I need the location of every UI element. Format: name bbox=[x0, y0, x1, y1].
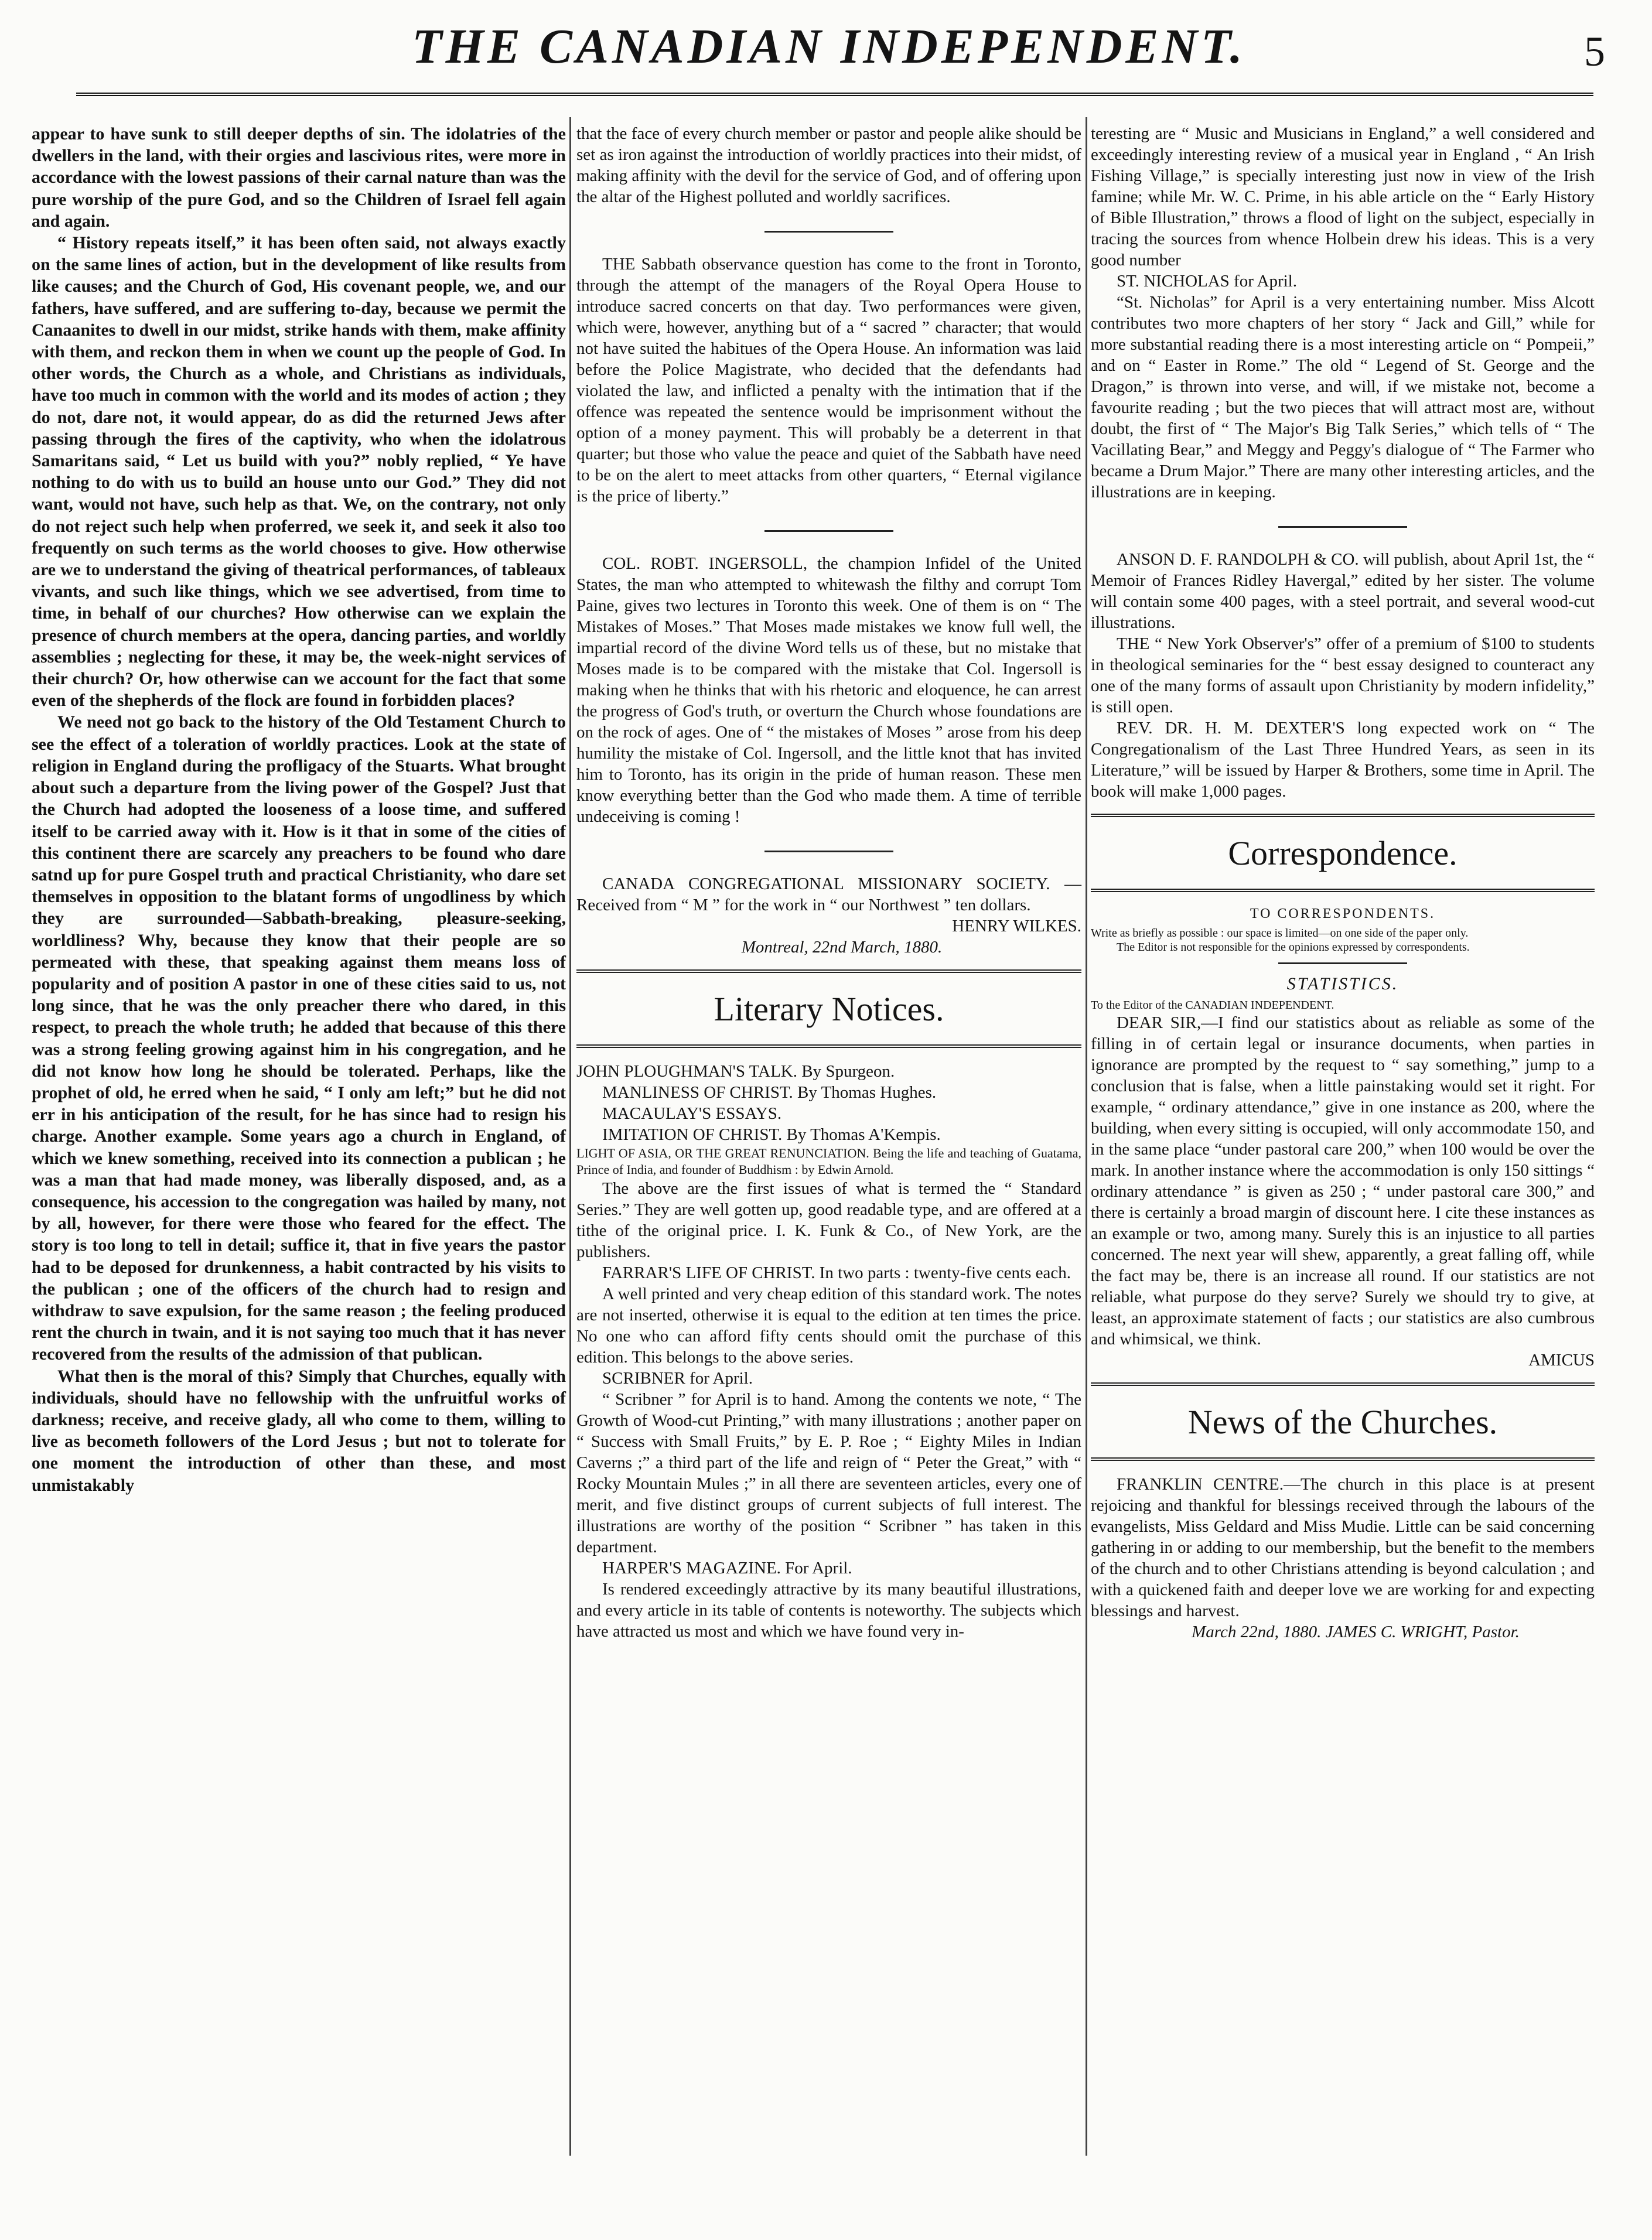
divider bbox=[764, 851, 893, 852]
column-rule bbox=[1086, 117, 1087, 2156]
book-entry: MANLINESS OF CHRIST. By Thomas Hughes. bbox=[602, 1083, 937, 1102]
book-entry: FARRAR'S LIFE OF CHRIST. In two parts : twenty-five cents each. bbox=[602, 1264, 1071, 1282]
section-heading-literary: Literary Notices. bbox=[714, 990, 944, 1028]
column-1 bbox=[32, 123, 566, 1496]
divider bbox=[764, 231, 893, 233]
divider bbox=[1278, 526, 1407, 528]
editorial-sabbath: THE Sabbath observance question has come to the front in Toronto, through the attempt of the managers of the Royal Opera House to introduce sacred concerts on that day. Two performances were given, which were, however, anything but of a “ sacred ” character; that would not have suited the habitues of the Opera House. An information was laid before the Police Magistrate, who decided that the defendants had violated the law, and inflicted a penalty with the intimation that if the offence was repeated the sentence would be imprisonment without the option of a money payment. This will probably be a deterrent in that quarter; but those who value the peace and quiet of the Sabbath have need to be on the alert to meet attacks from other quarters, “ Eternal vigilance is the price of liberty.” bbox=[576, 255, 1081, 506]
review-text: “ Scribner ” for April is to hand. Among the contents we note, “ The Growth of Wood-cut Printing,” with many illustrations ; another paper on “ Success with Small Fruits,” by E. P. Roe ; “ Eighty Miles in Indian Caverns ;” a third part of the life and reign of “ Peter the Great,” with “ Rocky Mountain Mules ;” in all there are seventeen articles, every one of merit, and five distinct groups of current subjects of full interest. The illustrations are worthy of the position “ Scribner ” has taken in this department. bbox=[576, 1390, 1081, 1556]
masthead bbox=[41, 16, 1617, 81]
divider bbox=[576, 969, 1081, 973]
divider bbox=[576, 1044, 1081, 1048]
signature: AMICUS bbox=[1528, 1351, 1595, 1370]
divider bbox=[1278, 962, 1407, 964]
editorial-note: The Editor is not responsible for the opinions expressed by correspondents. bbox=[1117, 941, 1470, 954]
notice-observer: THE “ New York Observer's” offer of a premium of $100 to students in theological seminaries for the “ best essay designed to counteract any one of the many forms of assault upon Christianity by modern infidelity,” is still open. bbox=[1091, 634, 1595, 716]
to-correspondents-heading: TO CORRESPONDENTS. bbox=[1250, 906, 1436, 921]
church-news: FRANKLIN CENTRE.—The church in this place is at present rejoicing and thankful for blessings received through the labours of the evangelists, Miss Geldard and Miss Mudie. Little can be said concerning gathering in or adding to our membership, but the benefit to the members of the church and to other Christians attending is beyond calculation ; and with a quickened faith and deeper love we are working for and expecting blessings and harvest. bbox=[1091, 1475, 1595, 1620]
letter-addressee: To the Editor of the CANADIAN INDEPENDENT. bbox=[1091, 999, 1334, 1012]
section-heading-correspondence: Correspondence. bbox=[1228, 834, 1458, 872]
letter-heading: STATISTICS. bbox=[1286, 974, 1399, 993]
article-paragraph: “ History repeats itself,” it has been often said, not always exactly on the same lines of action, but in the development of like results from like causes; and the Church of God, His covenant people, we, and our fathers, have suffered, and are suffering to-day, because we permit the Canaanites to dwell in our midst, strike hands with them, make affinity with them, and reckon them in when we count up the people of God. In other words, the Church as a whole, and Christians as individuals, have too much in common with the world and its modes of action ; they do not, dare not, it would appear, do as did the returned Jews after passing through the fires of the captivity, who when the idolatrous Samaritans said, “ Let us build with you?” nobly replied, “ Ye have nothing to do with us to build an house unto our God.” They did not want, would not have, such help as that. We, on the contrary, not only do not reject such help when proferred, we seek it, and seek it also too frequently on such terms as the world chooses to give. How otherwise are we to understand the giving of theatrical performances, of tableaux vivants, and such like things, which we see advertised, from time to time, in behalf of our churches? How otherwise can we explain the presence of church members at the opera, dancing parties, and worldly assemblies ; neglecting for these, it may be, the week-night services of their church? Or, how otherwise can we account for the fact that some even of the shepherds of the flock are found in forbidden places? bbox=[32, 233, 566, 711]
editorial-ingersoll: COL. ROBT. INGERSOLL, the champion Infidel of the United States, the man who attempted to whitewash the filthy and corrupt Tom Paine, gives two lectures in Toronto this week. One of them is on “ The Mistakes of Moses.” That Moses made mistakes we know full well, the impartial record of the divine Word tells us of these, but no mistake that Moses made is to be compared with the mistake that Col. Ingersoll is making when he thinks that with his rhetoric and eloquence, he can arrest the progress of God's truth, or overturn the Church whose foundations are on the rock of ages. One of “ the mistakes of Moses ” arose from his deep humility the mistake of Col. Ingersoll, and the little knot that has invited him to Toronto, has its origin in the pride of human reason. These men know everything better than the God who made them. A time of terrible undeceiving is coming ! bbox=[576, 554, 1081, 826]
article-paragraph: appear to have sunk to still deeper depths of sin. The idolatries of the dwellers in the land, with their orgies and lascivious rites, were more in accordance with the lowest passions of their carnal nature than was the pure worship of the pure God, and so the Children of Israel fell again and again. bbox=[32, 124, 566, 231]
letter-body: DEAR SIR,—I find our statistics about as reliable as some of the filling in of certain legal or insurance documents, when parties in ignorance are prompted by the request to “ say something,” jump to a conclusion that is false, when a little painstaking would set it right. For example, “ ordinary attendance,” give in one instance as 200, where the building, when every sitting is occupied, will only accommodate 150, and in the same place “under pastoral care 200,” when 100 would be over the mark. In another instance where the accommodation is only 150 sittings “ ordinary attendance ” is given as 250 ; “ under pastoral care 300,” and there is certainly a broad margin of discount here. I cite these instances as an example or two, among many. Surely this is an injustice to all parties concerned. The next year will shew, apparently, a great falling off, while the fact may be, there is an increase all round. If our statistics are not reliable, what purpose do they serve? Surely we should try to give, at least, an approximate statement of facts ; our statistics are also cumbrous and whimsical, we think. bbox=[1091, 1013, 1595, 1348]
column-3 bbox=[1091, 123, 1595, 1643]
column-rule bbox=[569, 117, 571, 2156]
review-text: “St. Nicholas” for April is a very entertaining number. Miss Alcott contributes two more chapters of her story “ Jack and Gill,” while for more substantial reading there is a most interesting article on “ Pompeii,” and on “ Easter in Rome.” The old “ Legend of St. George and the Dragon,” is thrown into verse, and will, if we mistake not, become a favourite reading ; but the two pieces that will attract most are, without doubt, the first of “ The Major's Big Talk Series,” which tells of “ The Vacillating Bear,” and Meggy and Peggy's dialogue of “ The Farmer who became a Drum Major.” There are many other interesting articles, and the illustrations are in keeping. bbox=[1091, 293, 1595, 501]
book-entry: SCRIBNER for April. bbox=[602, 1369, 753, 1388]
book-entry: LIGHT OF ASIA, OR THE GREAT RENUNCIATION. Being the life and teaching of Guatama, Prince of India, and founder of Buddhism : by Edwin Arnold. bbox=[576, 1146, 1081, 1177]
article-paragraph: We need not go back to the history of the Old Testament Church to see the effect of a toleration of worldly practices. Look at the state of religion in England during the profligacy of the Stuarts. What brought about such a departure from the living power of the Gospel? Just that the Church had adopted the looseness of a loose time, and suffered itself to be carried away with it. How is it that in some of the cities of this continent there are scarcely any preachers to be found who dare satnd up for pure Gospel truth and practical Christianity, who dare set themselves in opposition to the blatant forms of ungodliness by which they are surrounded—Sabbath-breaking, pleasure-seeking, worldliness? Why, because they know that their people are so permeated with these, that speaking against them means loss of popularity and of position A pastor in one of these cities said to us, not long since, that he was the only preacher there who dared, in this respect, to preach the whole truth; he added that because of this there was a strong feeling growing against him in his congregation, and he did not know how long he should be tolerated. Perhaps, like the prophet of old, he erred when he said, “ I only am left;” but he did not err in his anticipation of the result, for he has since had to resign his charge. Another example. Some years ago a church in England, of which we knew something, received into its connection a publican ; he was a man that had made money, was liberally disposed, and, as a consequence, his accession to the congregation was hailed by many, not by all, however, for there were those who feared for the effect. The story is too long to tell in detail; suffice it, that in five years the pastor had to be deposed for drunkenness, a habit contracted by his visits to the publican ; one of the officers of the church had to resign and withdraw to save expulsion, for the same reason ; the feeling produced rent the church in twain, and it is not saying too much that it has never recovered from the results of the admission of that publican. bbox=[32, 712, 566, 1364]
book-entry: IMITATION OF CHRIST. By Thomas A'Kempis. bbox=[602, 1125, 941, 1144]
article-paragraph: What then is the moral of this? Simply that Churches, equally with individuals, should have no fellowship with the unfruitful works of darkness; receive, and receive glady, all who come to them, willing to live as becometh followers of the Lord Jesus ; but not to tolerate for one moment the introduction of other than these, and most unmistakably bbox=[32, 1366, 566, 1495]
divider bbox=[764, 530, 893, 532]
review-text: A well printed and very cheap edition of this standard work. The notes are not inserted, otherwise it is equal to the edition at ten times the price. No one who can afford fifty cents should omit the purchase of this edition. This belongs to the above series. bbox=[576, 1285, 1081, 1367]
dateline: Montreal, 22nd March, 1880. bbox=[741, 938, 943, 957]
editorial-note: Write as briefly as possible : our space is limited—on one side of the paper only. bbox=[1091, 927, 1469, 940]
notice-dexter: REV. DR. H. M. DEXTER'S long expected work on “ The Congregationalism of the Last Three Hundred Years, as seen in its Literature,” will be issued by Harper & Brothers, some time in April. The book will make 1,000 pages. bbox=[1091, 719, 1595, 801]
signature: HENRY WILKES. bbox=[952, 917, 1081, 935]
divider bbox=[1091, 1457, 1595, 1461]
masthead-rule bbox=[76, 93, 1593, 96]
section-heading-news: News of the Churches. bbox=[1187, 1403, 1498, 1441]
dateline: March 22nd, 1880. JAMES C. WRIGHT, Pastor. bbox=[1192, 1623, 1520, 1641]
review-text: teresting are “ Music and Musicians in England,” a well considered and exceedingly interesting review of a musical year in England , “ An Irish Fishing Village,” is specially interesting just now in view of the Irish famine; while Mr. W. C. Prime, in his able article on the “ Early History of Bible Illustration,” throws a flood of light on the subject, especially in tracing the sources from whence Holbein drew his ideas. This is a very good number bbox=[1091, 124, 1595, 269]
review-text: The above are the first issues of what is termed the “ Standard Series.” They are well gotten up, good readable type, and are offered at a tithe of the original price. I. K. Funk & Co., of New York, are the publishers. bbox=[576, 1179, 1081, 1261]
column-2 bbox=[576, 123, 1081, 1642]
divider bbox=[1091, 889, 1595, 892]
book-entry: ST. NICHOLAS for April. bbox=[1117, 272, 1297, 291]
review-text: Is rendered exceedingly attractive by its many beautiful illustrations, and every article in its table of contents is noteworthy. The subjects which have attracted us most and which we have found very in- bbox=[576, 1580, 1081, 1641]
article-paragraph: that the face of every church member or pastor and people alike should be set as iron against the introduction of worldly practices into their midst, of making affinity with the devil for the service of God, and of offering upon the altar of the Highest polluted and worldly sacrifices. bbox=[576, 124, 1081, 206]
book-entry: JOHN PLOUGHMAN'S TALK. By Spurgeon. bbox=[576, 1062, 895, 1081]
notice-randolph: ANSON D. F. RANDOLPH & CO. will publish, about April 1st, the “ Memoir of Frances Ridley Havergal,” edited by her sister. The volume will contain some 400 pages, with a steel portrait, and several wood-cut illustrations. bbox=[1091, 550, 1595, 632]
masthead-title: THE CANADIAN INDEPENDENT. bbox=[412, 19, 1246, 74]
divider bbox=[1091, 1382, 1595, 1386]
book-entry: HARPER'S MAGAZINE. For April. bbox=[602, 1559, 852, 1577]
page-number: 5 bbox=[1584, 28, 1605, 75]
society-notice: CANADA CONGREGATIONAL MISSIONARY SOCIETY. —Received from “ M ” for the work in “ our Northwest ” ten dollars. bbox=[576, 875, 1081, 914]
book-entry: MACAULAY'S ESSAYS. bbox=[602, 1104, 782, 1123]
divider bbox=[1091, 814, 1595, 817]
